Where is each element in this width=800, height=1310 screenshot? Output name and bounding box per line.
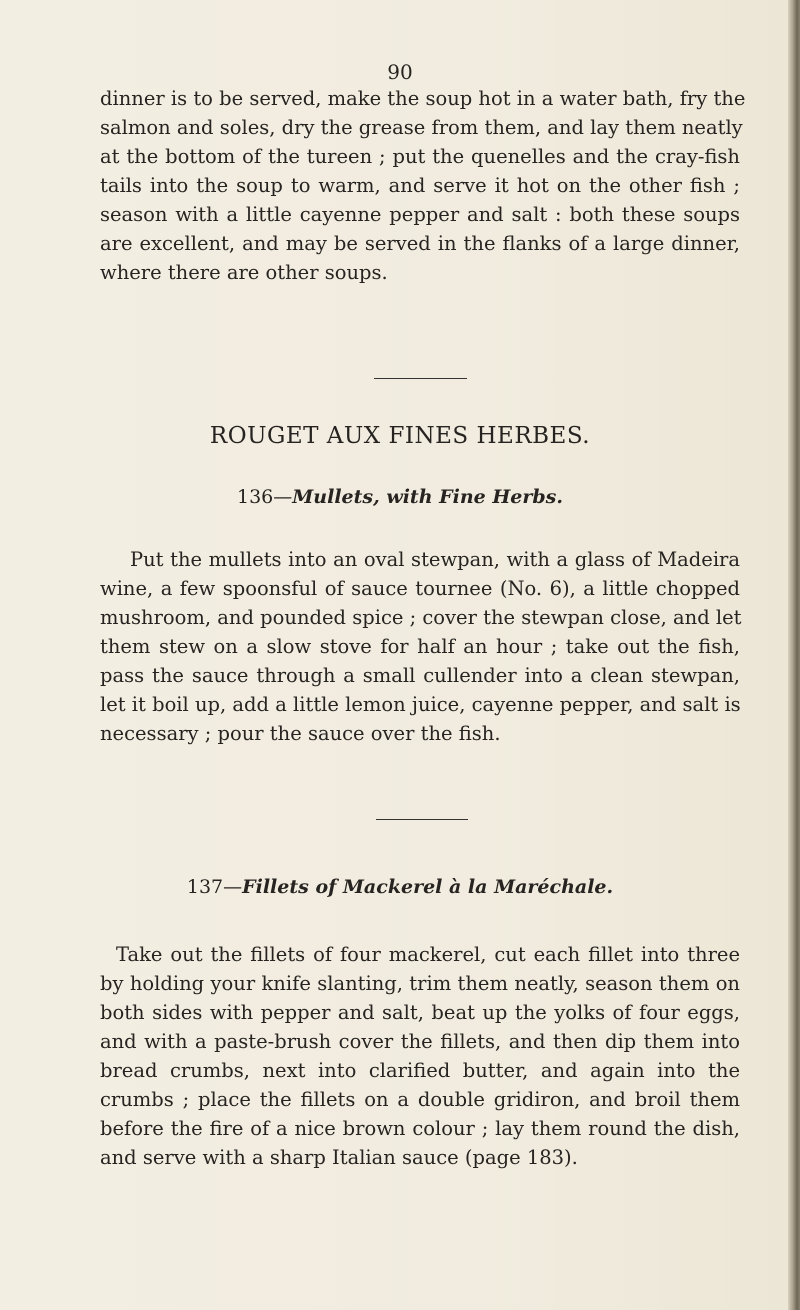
recipe-137-title [0, 876, 800, 898]
text-line: pass the sauce through a small cullender into a clean stewpan, [100, 664, 740, 687]
text-line: necessary ; pour the sauce over the fish. [100, 722, 501, 745]
text-line: and serve with a sharp Italian sauce (page 183). [100, 1146, 578, 1169]
text-line: mushroom, and pounded spice ; cover the stewpan close, and let [100, 606, 742, 629]
recipe-name: Fillets of Mackerel à la Maréchale. [242, 876, 614, 898]
section-divider [376, 819, 468, 820]
recipe-number: 136— [237, 486, 293, 508]
recipe-137-paragraph [100, 940, 740, 1172]
text-line: before the fire of a nice brown colour ; lay them round the dish, [100, 1117, 740, 1140]
text-line: let it boil up, add a little lemon juice, cayenne pepper, and salt is [100, 693, 741, 716]
text-line: bread crumbs, next into clarified butter, and again into the [100, 1059, 740, 1082]
text-line: where there are other soups. [100, 261, 388, 284]
recipe-number: 137— [186, 876, 243, 898]
text-line: are excellent, and may be served in the flanks of a large dinner, [100, 232, 740, 255]
text-line: dinner is to be served, make the soup hot in a water bath, fry the [100, 87, 746, 110]
text-line: at the bottom of the tureen ; put the quenelles and the cray-fish [100, 145, 740, 168]
text-line: and with a paste-brush cover the fillets, and then dip them into [100, 1030, 740, 1053]
page-edge-shadow [788, 0, 800, 1310]
text-line: tails into the soup to warm, and serve it hot on the other fish ; [100, 174, 740, 197]
text-line: Take out the fillets of four mackerel, cut each fillet into three [116, 943, 740, 966]
text-line: season with a little cayenne pepper and salt : both these soups [100, 203, 740, 226]
text-line: salmon and soles, dry the grease from them, and lay them neatly [100, 116, 743, 139]
recipe-name: Mullets, with Fine Herbs. [292, 486, 563, 508]
text-line: them stew on a slow stove for half an hour ; take out the fish, [100, 635, 740, 658]
text-line: Put the mullets into an oval stewpan, with a glass of Madeira [130, 548, 740, 571]
recipe-136-paragraph [100, 545, 740, 748]
text-line: crumbs ; place the fillets on a double gridiron, and broil them [100, 1088, 740, 1111]
recipe-136-title [0, 486, 800, 508]
text-line: wine, a few spoonsful of sauce tournee (No. 6), a little chopped [100, 577, 740, 600]
section-heading: ROUGET AUX FINES HERBES. [209, 423, 591, 449]
intro-paragraph [100, 84, 746, 287]
text-line: both sides with pepper and salt, beat up the yolks of four eggs, [100, 1001, 740, 1024]
section-divider [374, 378, 467, 379]
text-line: by holding your knife slanting, trim them neatly, season them on [100, 972, 740, 995]
page-number: 90 [387, 60, 413, 84]
